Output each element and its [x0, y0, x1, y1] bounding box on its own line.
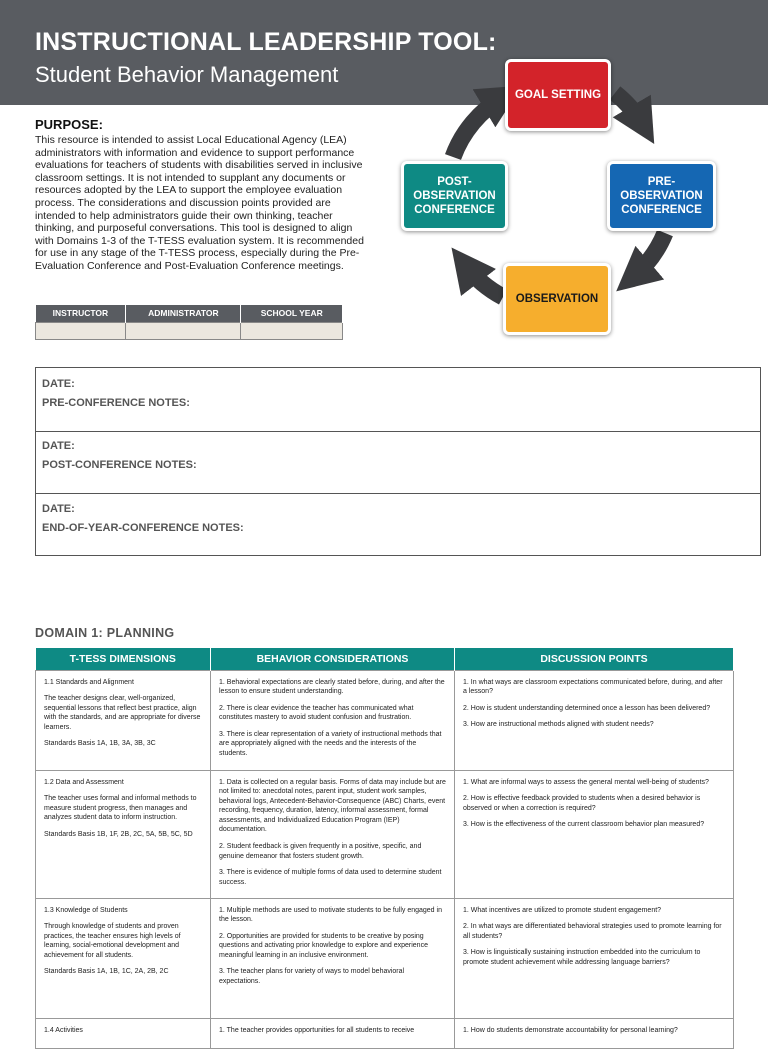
post-observation-box — [401, 161, 508, 231]
behavior-cell — [211, 1018, 455, 1048]
goal-setting-box — [505, 59, 611, 131]
conference-notes-box — [35, 367, 761, 556]
cell-paragraph: 3. How is linguistically sustaining instruction embedded into the curriculum to promote student achievement while addressing language barriers? — [463, 949, 701, 966]
cell-paragraph: 2. How is student understanding determined once a lesson has been delivered? — [463, 704, 711, 712]
cell-paragraph: 2. Opportunities are provided for students to be creative by posing questions and activating prior knowledge to explore and experience meaningful learning in an inclusive environment. — [219, 932, 428, 959]
administrator-field[interactable] — [126, 322, 241, 339]
behavior-cell — [211, 670, 455, 770]
dimension-cell — [36, 1018, 211, 1048]
dimension-cell — [36, 898, 211, 1018]
cell-paragraph: 2. There is clear evidence the teacher has communicated what constitutes mastery to avoid student confusion and frustration. — [219, 704, 414, 722]
goal-setting-label: GOAL SETTING — [514, 89, 602, 101]
cell-paragraph: 3. The teacher plans for variety of ways to model behavioral expectations. — [219, 968, 405, 986]
post-conference-date-label: DATE: — [42, 440, 75, 452]
end-of-year-notes-label: END-OF-YEAR-CONFERENCE NOTES: — [42, 522, 244, 534]
observation-label: OBSERVATION — [515, 293, 599, 305]
table-row — [36, 770, 734, 898]
cell-paragraph: 1. How do students demonstrate accountability for personal learning? — [463, 1026, 678, 1034]
discussion-cell — [455, 770, 734, 898]
pre-conference-notes-label: PRE-CONFERENCE NOTES: — [42, 397, 190, 409]
post-conference-notes-label: POST-CONFERENCE NOTES: — [42, 459, 197, 471]
pre-conference-date-label: DATE: — [42, 378, 75, 390]
post-observation-label: POST- OBSERVATION CONFERENCE — [413, 176, 496, 216]
table-row — [36, 1018, 734, 1048]
discussion-points-header: DISCUSSION POINTS — [455, 648, 734, 670]
cell-paragraph: Standards Basis 1A, 1B, 1C, 2A, 2B, 2C — [44, 968, 169, 976]
behavior-considerations-header: BEHAVIOR CONSIDERATIONS — [211, 648, 455, 670]
cell-paragraph: The teacher designs clear, well-organized, sequential lessons that reflect best practice, align with the standards, and are appropriate for diverse learners. — [44, 695, 201, 731]
arrow-post-to-goal — [453, 97, 503, 157]
page-title: INSTRUCTIONAL LEADERSHIP TOOL: — [35, 28, 497, 56]
discussion-cell — [455, 670, 734, 770]
cell-paragraph: Standards Basis 1B, 1F, 2B, 2C, 5A, 5B, 5C, 5D — [44, 830, 193, 838]
cell-paragraph: 1.1 Standards and Alignment — [44, 678, 134, 686]
cell-paragraph: 3. How are instructional methods aligned with student needs? — [463, 721, 654, 729]
pre-observation-label: PRE- OBSERVATION CONFERENCE — [620, 176, 703, 216]
page-subtitle: Student Behavior Management — [35, 62, 339, 87]
cell-paragraph: 1. Behavioral expectations are clearly stated before, during, and after the lesson to ensure student understanding. — [219, 678, 445, 696]
cell-paragraph: 2. How is effective feedback provided to students when a desired behavior is observed or when a correction is required? — [463, 795, 701, 812]
instructor-field[interactable] — [36, 322, 126, 339]
pre-conference-section[interactable] — [36, 368, 760, 431]
observation-box — [503, 263, 611, 335]
administrator-header: ADMINISTRATOR — [126, 305, 241, 322]
table-row — [36, 670, 734, 770]
purpose-heading: PURPOSE: — [35, 117, 103, 132]
cell-paragraph: 3. How is the effectiveness of the current classroom behavior plan measured? — [463, 821, 705, 829]
cell-paragraph: 1. Multiple methods are used to motivate students to be fully engaged in the lesson. — [219, 906, 442, 924]
cell-paragraph: Through knowledge of students and proven practices, the teacher ensures high levels of learning, social-emotional development and achievement for all students. — [44, 923, 181, 959]
dimensions-header: T-TESS DIMENSIONS — [36, 648, 211, 670]
cell-paragraph: 1. The teacher provides opportunities for all students to receive — [219, 1026, 415, 1034]
behavior-cell — [211, 770, 455, 898]
discussion-cell — [455, 898, 734, 1018]
cell-paragraph: 3. There is evidence of multiple forms of data used to determine student success. — [219, 869, 442, 886]
cell-paragraph: 1. In what ways are classroom expectations communicated before, during, and after a lesson? — [463, 678, 723, 696]
evaluation-cycle-diagram — [395, 55, 725, 345]
domain-title: DOMAIN 1: PLANNING — [35, 626, 175, 640]
dimension-cell — [36, 670, 211, 770]
end-of-year-date-label: DATE: — [42, 503, 75, 515]
cell-paragraph: Standards Basis 1A, 1B, 3A, 3B, 3C — [44, 740, 156, 748]
discussion-cell — [455, 1018, 734, 1048]
domain-table — [35, 648, 734, 1049]
arrow-goal-to-pre — [615, 93, 643, 125]
cell-paragraph: 1. Data is collected on a regular basis. Forms of data may include but are not limited to: anecdotal notes, parent input, student work samples, behavioral logs, Antecedent-Behavior-Consequence (ABC) Charts, event recording, frequency, duration, latency, informal assessment, formal assessments, and Individualized Education Program (IEP) documentation. — [219, 778, 446, 834]
pre-observation-box — [607, 161, 716, 231]
cell-paragraph: 1.4 Activities — [44, 1026, 83, 1034]
cell-paragraph: 2. Student feedback is given frequently in a positive, specific, and genuine demeanor that fosters student growth. — [219, 843, 422, 860]
table-row — [36, 898, 734, 1018]
info-table — [35, 305, 343, 340]
cell-paragraph: The teacher uses formal and informal methods to measure student progress, then manages and analyzes student data to inform instruction. — [44, 795, 197, 822]
arrow-observation-to-post — [465, 265, 503, 297]
instructor-header: INSTRUCTOR — [36, 305, 126, 322]
arrow-pre-to-observation — [633, 233, 665, 277]
end-of-year-section[interactable] — [36, 493, 760, 556]
dimension-cell — [36, 770, 211, 898]
school-year-field[interactable] — [241, 322, 343, 339]
cell-paragraph: 2. In what ways are differentiated behavioral strategies used to promote learning for all students? — [463, 923, 722, 940]
purpose-body: This resource is intended to assist Local Educational Agency (LEA) administrators with information and evidence to support performance evaluations for teachers of students with disabilities served in inclusive classroom settings. It is not intended to supplant any documents or resources adopted by the LEA to support the employee evaluation process. The considerations and discussion points provided are intended to help administrators guide their own thinking, teacher thinking, and purposeful conversations. This tool is designed to align with Domains 1-3 of the T-TESS evaluation system. It is recommended for use in any stage of the T-TESS process, especially during the Pre-Evaluation Conference and Post-Evaluation Conference meetings. — [35, 134, 364, 272]
behavior-cell — [211, 898, 455, 1018]
cell-paragraph: 1. What are informal ways to assess the general mental well-being of students? — [463, 778, 709, 786]
school-year-header: SCHOOL YEAR — [241, 305, 343, 322]
cell-paragraph: 1.3 Knowledge of Students — [44, 906, 128, 914]
cell-paragraph: 3. There is clear representation of a variety of instructional methods that are appropriately aligned with the needs and the interests of the students. — [219, 730, 442, 758]
post-conference-section[interactable] — [36, 431, 760, 494]
cell-paragraph: 1. What incentives are utilized to promote student engagement? — [463, 906, 662, 914]
cell-paragraph: 1.2 Data and Assessment — [44, 778, 124, 786]
